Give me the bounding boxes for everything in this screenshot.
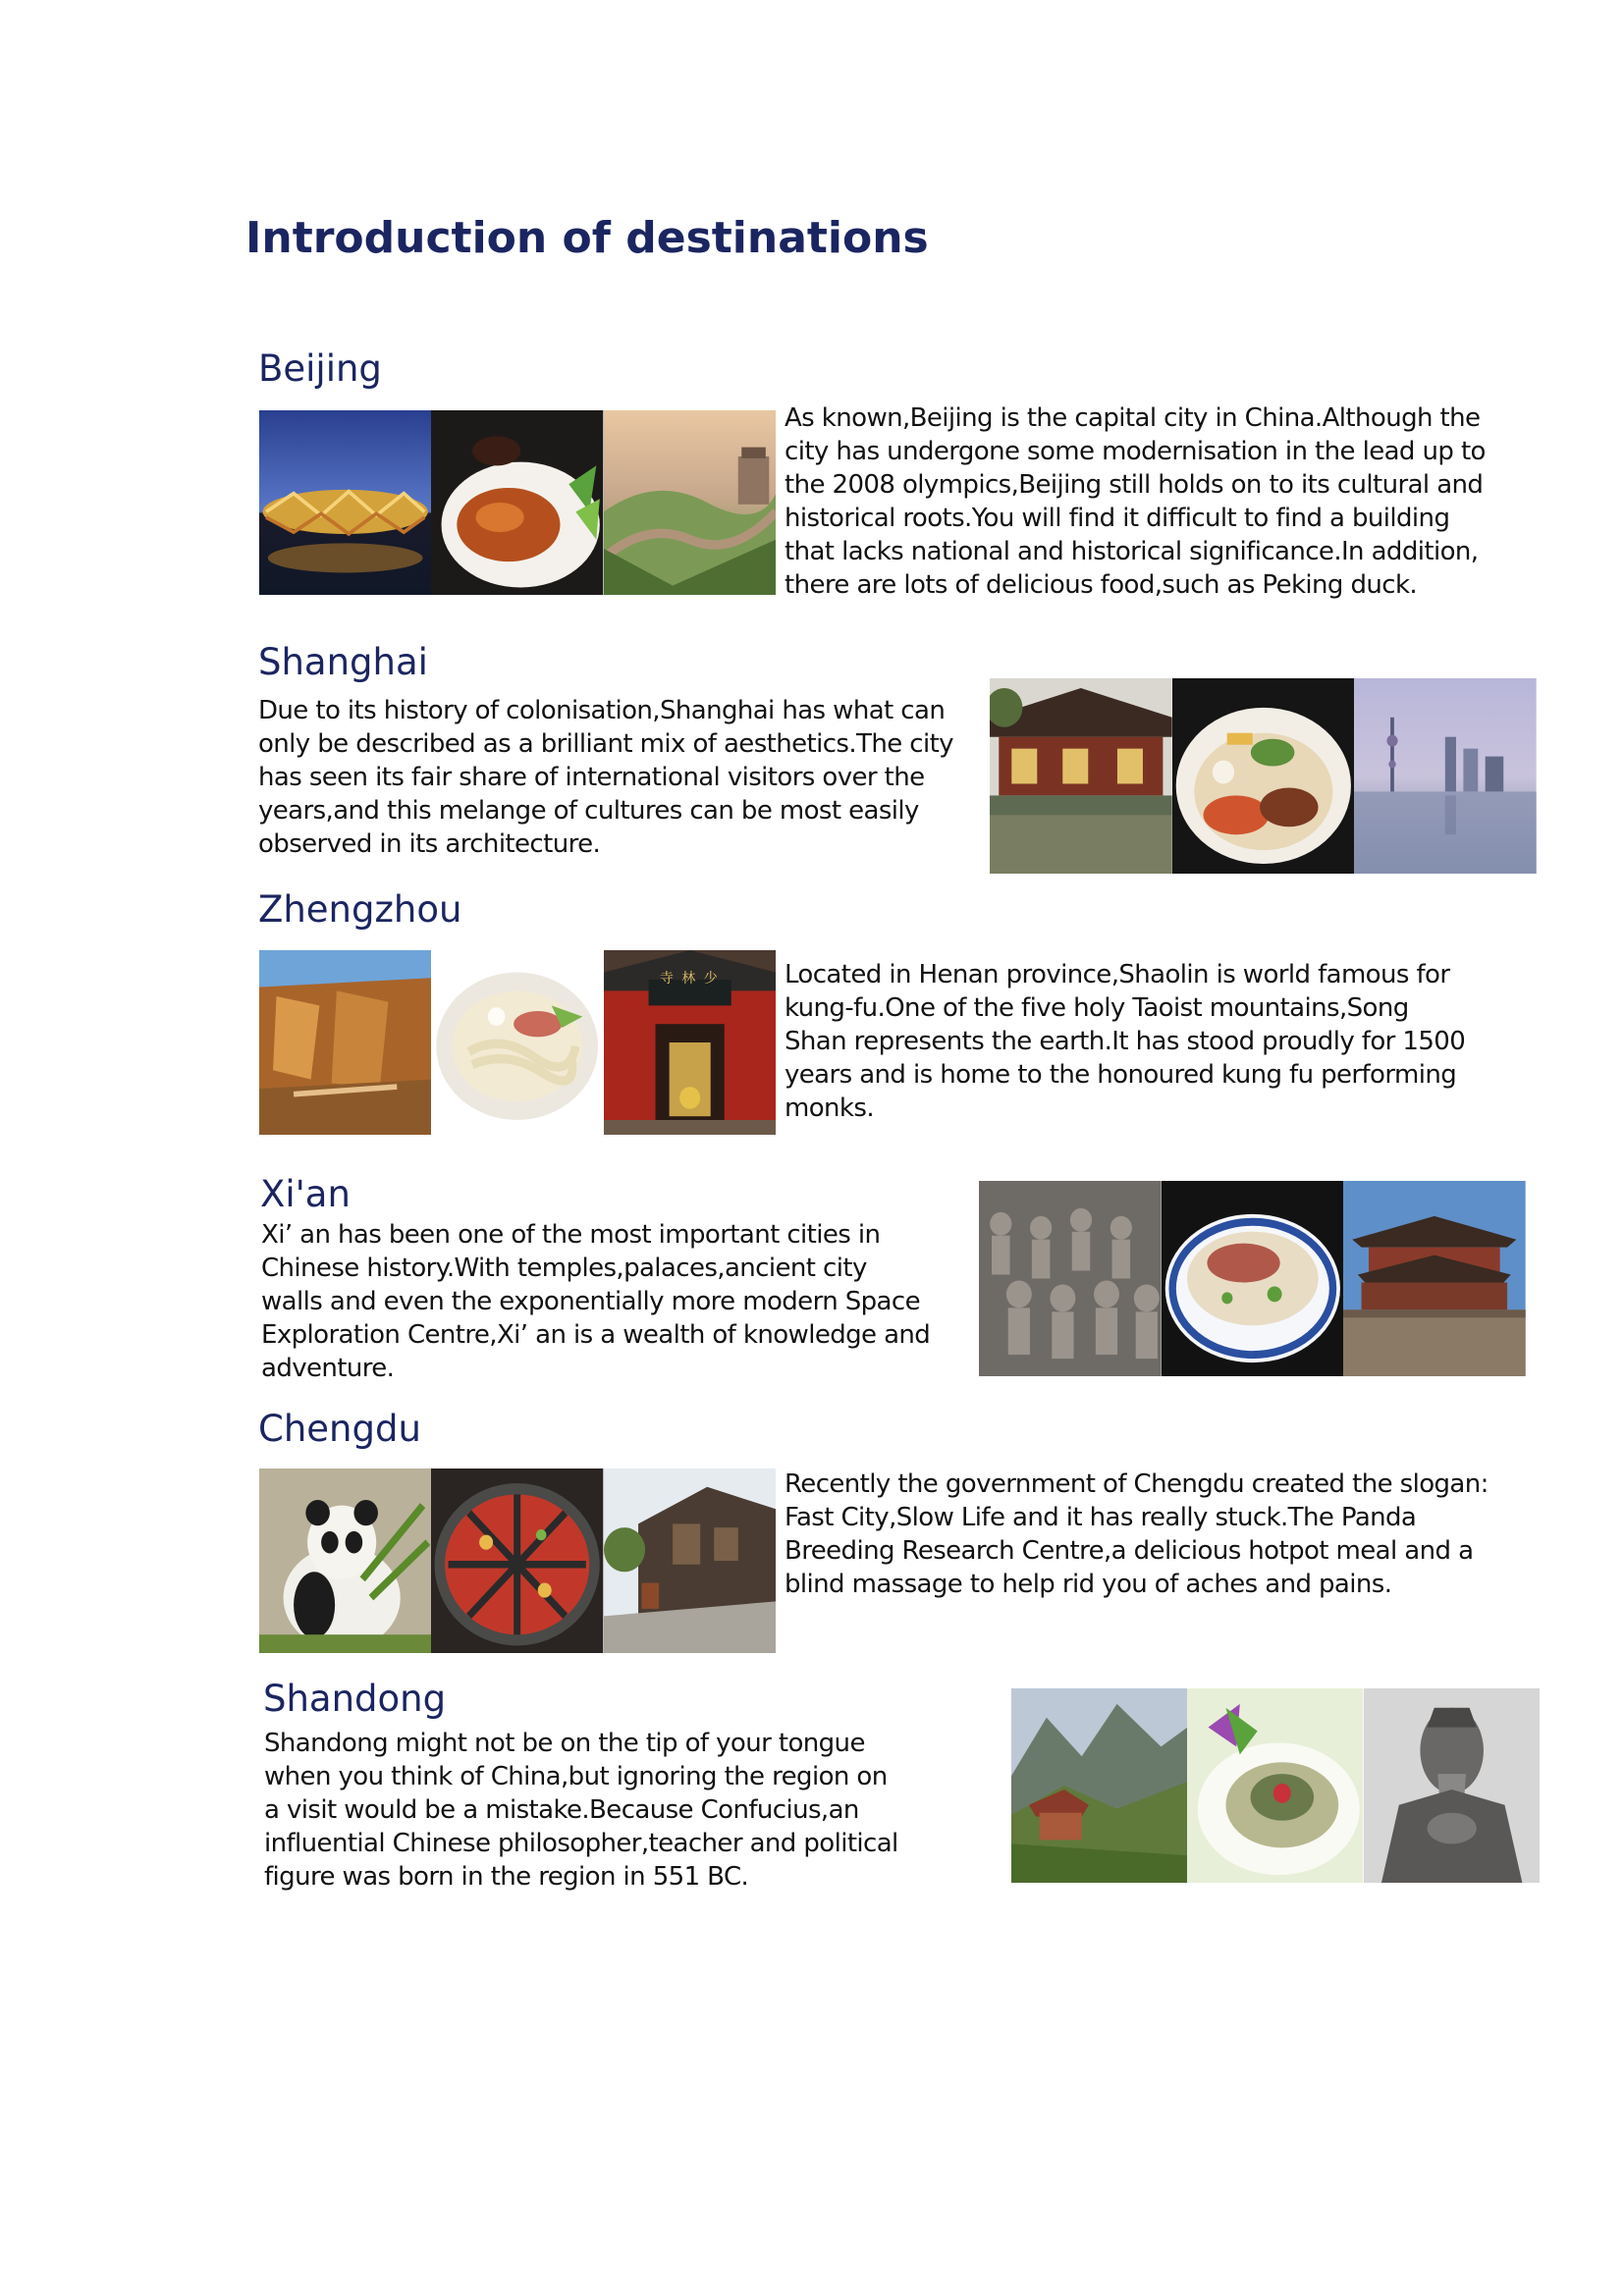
text-line: Due to its history of colonisation,Shanghai has what can xyxy=(258,696,946,725)
text-line: Chinese history.With temples,palaces,ancient city xyxy=(261,1254,867,1283)
text-line: Xi’ an has been one of the most important cities in xyxy=(261,1220,881,1250)
text-line: there are lots of delicious food,such as Peking duck. xyxy=(785,570,1418,600)
text-line: has seen its fair share of international visitors over the xyxy=(258,763,925,792)
destination-description xyxy=(258,694,953,861)
confucius-statue-photo xyxy=(1364,1688,1540,1883)
text-line: when you think of China,but ignoring the region on xyxy=(264,1762,888,1791)
old-street-photo xyxy=(604,1468,776,1653)
yellow-river-falls-photo xyxy=(259,950,431,1135)
text-line: kung-fu.One of the five holy Taoist mountains,Song xyxy=(785,993,1409,1023)
text-line: monks. xyxy=(785,1094,874,1123)
shanghai-dish-photo xyxy=(1172,678,1355,874)
noodle-soup-photo xyxy=(431,950,603,1135)
destination-heading: Beijing xyxy=(258,347,382,390)
destination-description xyxy=(261,1218,930,1385)
text-line: Breeding Research Centre,a delicious hotpot meal and a xyxy=(785,1536,1474,1566)
destination-heading: Shandong xyxy=(263,1678,447,1720)
peking-duck-photo xyxy=(431,410,603,595)
text-line: As known,Beijing is the capital city in China.Although the xyxy=(785,403,1481,433)
panda-photo xyxy=(259,1468,431,1653)
text-line: only be described as a brilliant mix of aesthetics.The city xyxy=(258,729,953,759)
text-line: Exploration Centre,Xi’ an is a wealth of knowledge and xyxy=(261,1320,931,1350)
city-wall-tower-photo xyxy=(1343,1181,1526,1376)
text-line: Recently the government of Chengdu created the slogan: xyxy=(785,1469,1489,1499)
destination-description xyxy=(264,1727,898,1894)
paomo-soup-photo xyxy=(1162,1181,1344,1376)
great-wall-photo xyxy=(604,410,776,595)
destination-heading: Shanghai xyxy=(258,641,428,683)
mount-tai-photo xyxy=(1011,1688,1187,1883)
destination-heading: Chengdu xyxy=(258,1408,421,1450)
destination-description xyxy=(785,401,1486,602)
text-line: Shan represents the earth.It has stood proudly for 1500 xyxy=(785,1027,1466,1056)
photo-strip xyxy=(259,950,776,1135)
shaolin-temple-photo xyxy=(604,950,776,1135)
terracotta-army-photo xyxy=(979,1181,1162,1376)
photo-strip xyxy=(990,678,1537,874)
shandong-dish-photo xyxy=(1187,1688,1363,1883)
yu-garden-photo xyxy=(990,678,1172,874)
text-line: a visit would be a mistake.Because Confucius,an xyxy=(264,1795,859,1825)
text-line: influential Chinese philosopher,teacher and political xyxy=(264,1829,898,1858)
photo-strip xyxy=(259,1468,776,1653)
text-line: years and is home to the honoured kung fu performing xyxy=(785,1060,1457,1090)
bird-nest-stadium-photo xyxy=(259,410,431,595)
photo-strip xyxy=(1011,1688,1540,1883)
hotpot-photo xyxy=(431,1468,603,1653)
text-line: city has undergone some modernisation in the lead up to xyxy=(785,437,1486,466)
text-line: Shandong might not be on the tip of your tongue xyxy=(264,1729,865,1758)
text-line: that lacks national and historical significance.In addition, xyxy=(785,537,1479,566)
text-line: walls and even the exponentially more modern Space xyxy=(261,1287,920,1316)
text-line: the 2008 olympics,Beijing still holds on to its cultural and xyxy=(785,470,1484,500)
photo-strip xyxy=(259,410,776,595)
text-line: blind massage to help rid you of aches and pains. xyxy=(785,1570,1392,1599)
text-line: Located in Henan province,Shaolin is world famous for xyxy=(785,960,1450,989)
text-line: historical roots.You will find it difficult to find a building xyxy=(785,504,1450,533)
text-line: Fast City,Slow Life and it has really stuck.The Panda xyxy=(785,1503,1417,1532)
destination-heading: Xi'an xyxy=(260,1173,351,1215)
photo-strip xyxy=(979,1181,1526,1376)
text-line: observed in its architecture. xyxy=(258,829,601,859)
destination-description xyxy=(785,1468,1489,1601)
destination-heading: Zhengzhou xyxy=(258,888,462,931)
temple-sign: 寺 林 少 xyxy=(659,971,720,987)
pudong-skyline-photo xyxy=(1354,678,1537,874)
text-line: adventure. xyxy=(261,1354,395,1383)
destination-description xyxy=(785,958,1465,1125)
text-line: years,and this melange of cultures can be most easily xyxy=(258,796,919,826)
page-title: Introduction of destinations xyxy=(245,213,929,263)
text-line: figure was born in the region in 551 BC. xyxy=(264,1862,749,1892)
